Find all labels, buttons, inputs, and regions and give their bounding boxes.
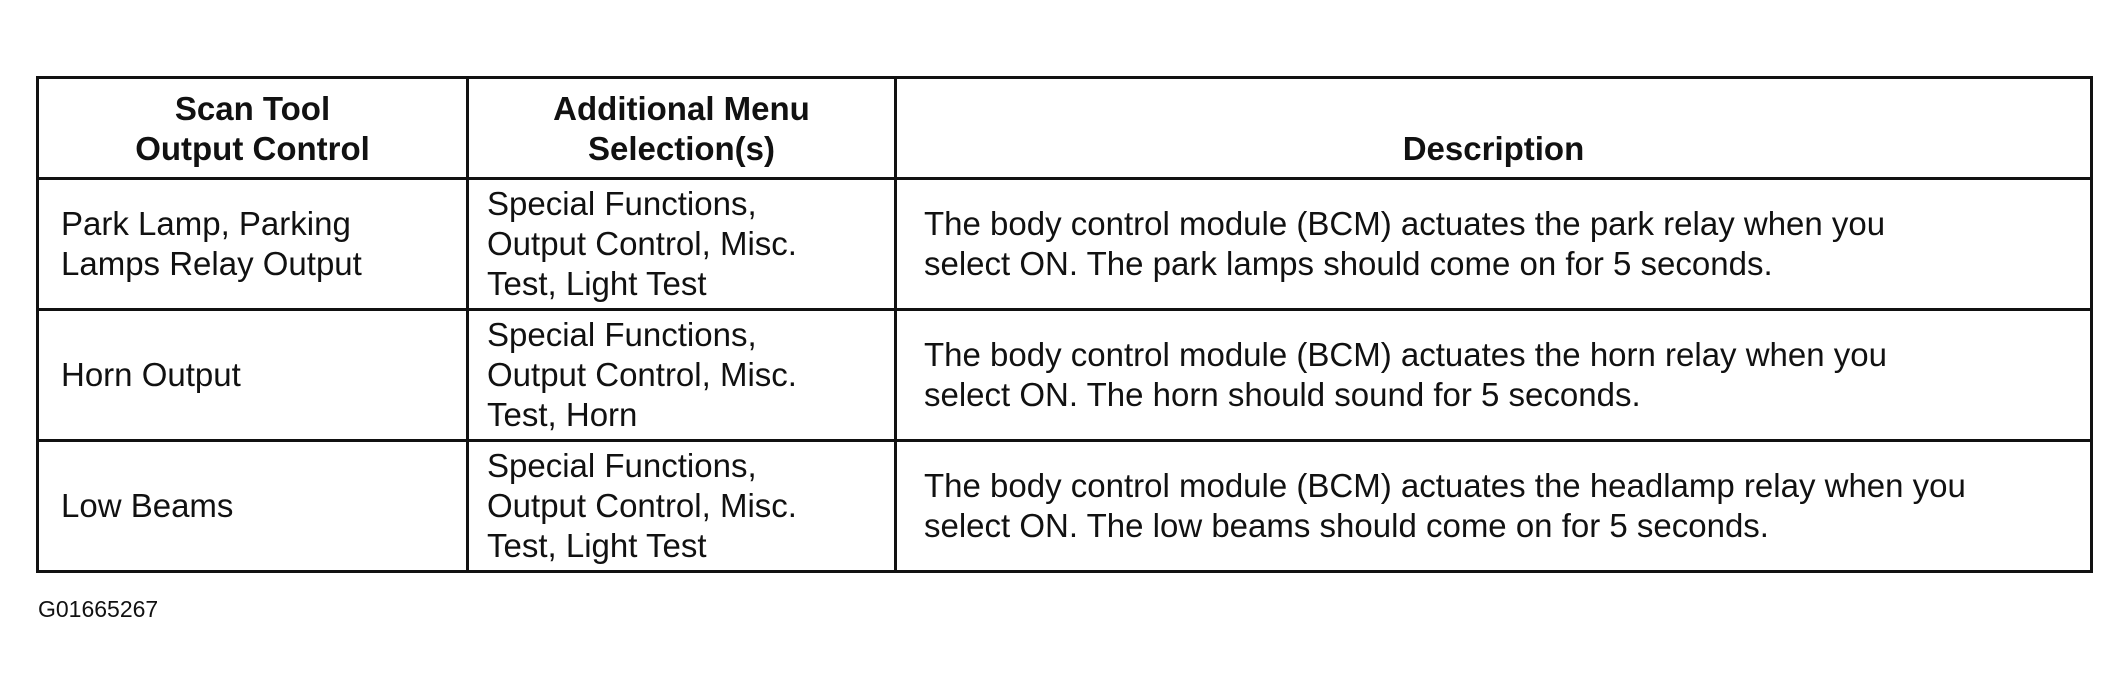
cell-output-control [38, 179, 468, 310]
table-row [38, 310, 2092, 441]
table-row [38, 441, 2092, 572]
cell-line: Test, Horn [487, 396, 638, 434]
cell-description [896, 441, 2092, 572]
cell-line: Output Control, Misc. [487, 355, 797, 393]
header-line: Description [1402, 129, 1585, 167]
cell-line: select ON. The park lamps should come on for 5 seconds. [924, 245, 1773, 282]
cell-line: Park Lamp, Parking [61, 204, 351, 242]
cell-line: Horn Output [61, 355, 241, 393]
cell-line: select ON. The low beams should come on for 5 seconds. [924, 507, 1769, 544]
cell-output-control [38, 310, 468, 441]
table-header-row [38, 78, 2092, 179]
cell-menu-selection [468, 179, 896, 310]
cell-line: Output Control, Misc. [487, 486, 797, 524]
header-line: Scan Tool [174, 89, 331, 127]
header-line: Additional Menu [553, 89, 810, 127]
header-additional-menu-selections [468, 78, 896, 179]
cell-line: The body control module (BCM) actuates the horn relay when you [924, 335, 1887, 373]
cell-output-control [38, 441, 468, 572]
header-description [896, 78, 2092, 179]
cell-line: Test, Light Test [487, 527, 707, 565]
cell-description [896, 310, 2092, 441]
cell-line: The body control module (BCM) actuates the headlamp relay when you [924, 466, 1966, 504]
cell-line: The body control module (BCM) actuates the park relay when you [924, 204, 1886, 242]
cell-line: Test, Light Test [487, 265, 707, 303]
cell-line: Special Functions, [487, 446, 757, 484]
header-scan-tool-output-control [38, 78, 468, 179]
cell-line: Special Functions, [487, 315, 757, 353]
cell-line: Special Functions, [487, 184, 757, 222]
cell-line: select ON. The horn should sound for 5 seconds. [924, 376, 1641, 413]
header-line: Output Control [135, 129, 370, 167]
output-control-table [36, 76, 2093, 573]
header-line: Selection(s) [587, 129, 776, 167]
cell-description [896, 179, 2092, 310]
figure-id: G01665267 [38, 596, 159, 622]
cell-line: Lamps Relay Output [61, 245, 362, 282]
cell-menu-selection [468, 310, 896, 441]
cell-line: Output Control, Misc. [487, 224, 797, 262]
cell-line: Low Beams [61, 486, 234, 524]
table-row [38, 179, 2092, 310]
cell-menu-selection [468, 441, 896, 572]
